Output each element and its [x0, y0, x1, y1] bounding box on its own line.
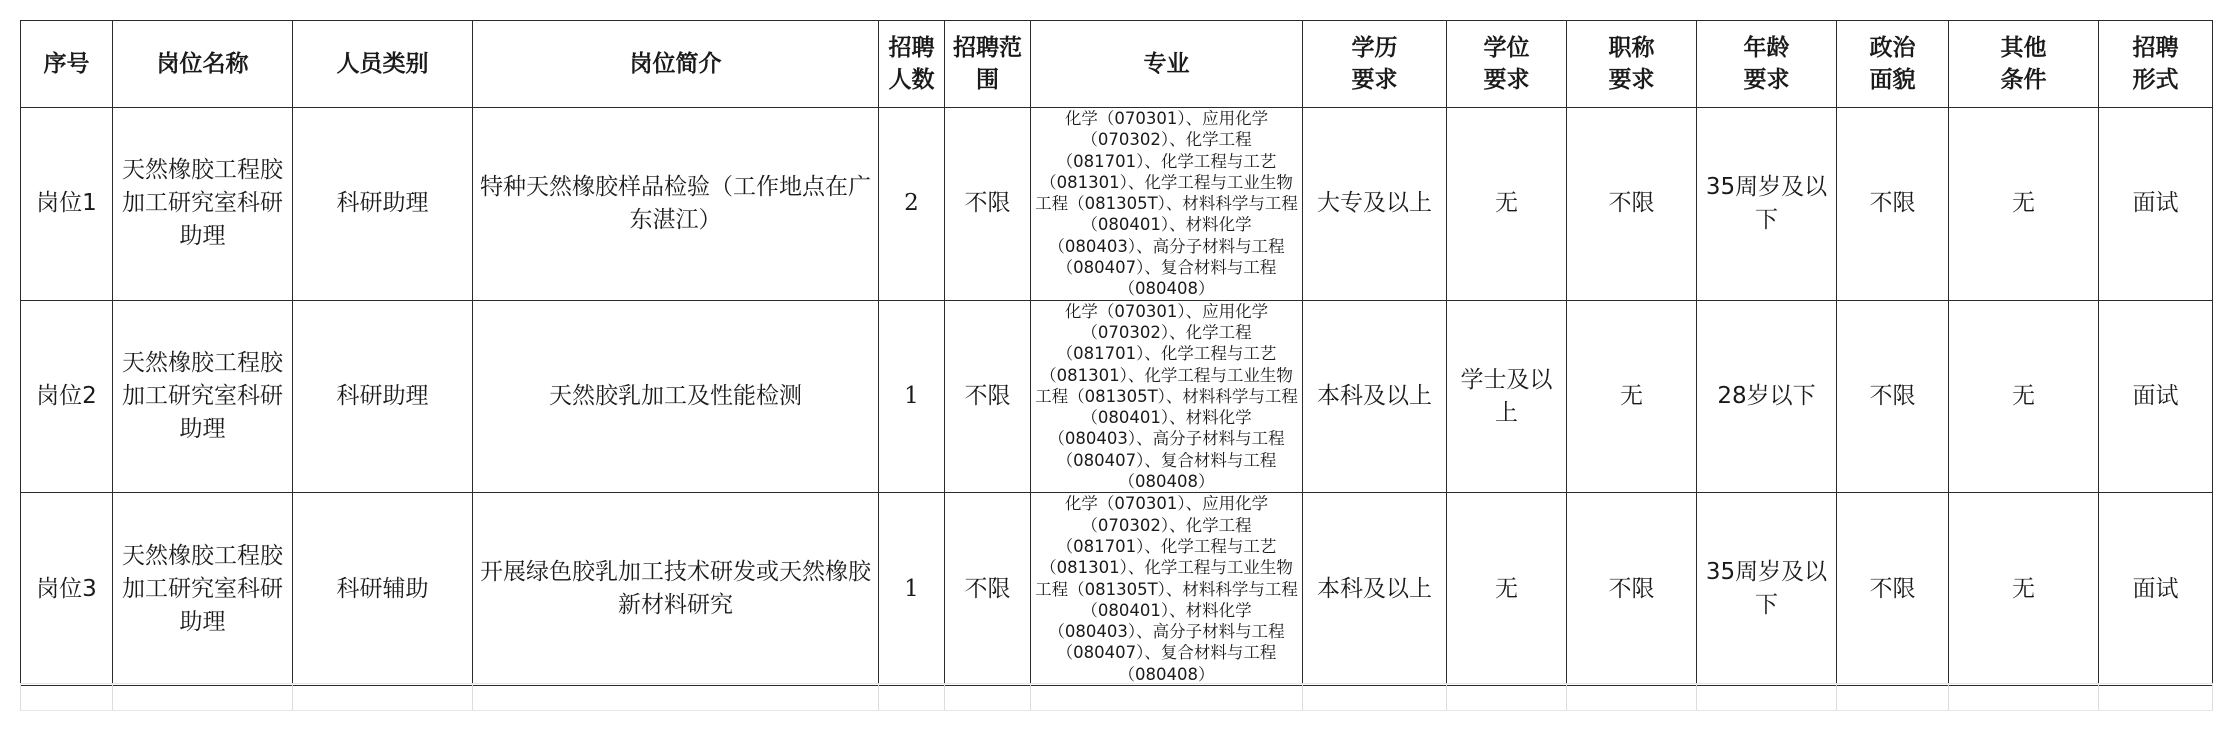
cell-category: 科研辅助	[293, 493, 473, 686]
empty-cell	[1447, 684, 1567, 711]
empty-cell	[1031, 684, 1303, 711]
header-cell-title-req: 职称 要求	[1567, 21, 1697, 108]
cell-other: 无	[1949, 108, 2099, 301]
header-cell-political: 政治 面貌	[1837, 21, 1949, 108]
empty-cell	[1697, 684, 1837, 711]
cell-other: 无	[1949, 300, 2099, 493]
header-cell-age: 年龄 要求	[1697, 21, 1837, 108]
cell-scope: 不限	[945, 493, 1031, 686]
header-row	[21, 21, 2213, 108]
empty-cell	[21, 684, 113, 711]
cell-other: 无	[1949, 493, 2099, 686]
header-cell-category: 人员类别	[293, 21, 473, 108]
table-row	[21, 108, 2213, 301]
table-row	[21, 300, 2213, 493]
header-cell-major: 专业	[1031, 21, 1303, 108]
cell-age: 28岁以下	[1697, 300, 1837, 493]
table-row	[21, 493, 2213, 686]
cell-description: 特种天然橡胶样品检验（工作地点在广东湛江）	[473, 108, 879, 301]
empty-cell	[473, 684, 879, 711]
cell-education: 本科及以上	[1303, 300, 1447, 493]
empty-gridline-row	[20, 683, 2213, 711]
cell-count: 1	[879, 493, 945, 686]
cell-form: 面试	[2099, 300, 2213, 493]
cell-count: 1	[879, 300, 945, 493]
cell-post-name: 天然橡胶工程胶加工研究室科研助理	[113, 493, 293, 686]
cell-scope: 不限	[945, 300, 1031, 493]
header-cell-education: 学历 要求	[1303, 21, 1447, 108]
cell-form: 面试	[2099, 108, 2213, 301]
header-cell-seq: 序号	[21, 21, 113, 108]
cell-political: 不限	[1837, 300, 1949, 493]
cell-political: 不限	[1837, 108, 1949, 301]
header-cell-form: 招聘 形式	[2099, 21, 2213, 108]
cell-title-req: 无	[1567, 300, 1697, 493]
cell-scope: 不限	[945, 108, 1031, 301]
cell-post-name: 天然橡胶工程胶加工研究室科研助理	[113, 300, 293, 493]
cell-category: 科研助理	[293, 108, 473, 301]
cell-major: 化学（070301）、应用化学（070302）、化学工程（081701）、化学工程与工艺（081301）、化学工程与工业生物工程（081305T）、材料科学与工程（080401）、材料化学（080403）、高分子材料与工程（080407）、复合材料与工程（080408）	[1031, 108, 1303, 301]
empty-cell	[113, 684, 293, 711]
empty-cell	[2099, 684, 2213, 711]
cell-degree: 无	[1447, 108, 1567, 301]
cell-education: 大专及以上	[1303, 108, 1447, 301]
cell-degree: 无	[1447, 493, 1567, 686]
header-cell-count: 招聘 人数	[879, 21, 945, 108]
empty-cell	[293, 684, 473, 711]
cell-post-name: 天然橡胶工程胶加工研究室科研助理	[113, 108, 293, 301]
cell-id: 岗位2	[21, 300, 113, 493]
cell-major: 化学（070301）、应用化学（070302）、化学工程（081701）、化学工程与工艺（081301）、化学工程与工业生物工程（081305T）、材料科学与工程（080401）、材料化学（080403）、高分子材料与工程（080407）、复合材料与工程（080408）	[1031, 300, 1303, 493]
cell-age: 35周岁及以下	[1697, 108, 1837, 301]
header-cell-scope: 招聘范 围	[945, 21, 1031, 108]
cell-title-req: 不限	[1567, 108, 1697, 301]
cell-count: 2	[879, 108, 945, 301]
cell-form: 面试	[2099, 493, 2213, 686]
header-cell-description: 岗位简介	[473, 21, 879, 108]
empty-row	[21, 684, 2213, 711]
empty-cell	[1567, 684, 1697, 711]
header-cell-other: 其他 条件	[1949, 21, 2099, 108]
cell-id: 岗位1	[21, 108, 113, 301]
cell-degree: 学士及以上	[1447, 300, 1567, 493]
recruitment-table	[20, 20, 2213, 686]
cell-description: 开展绿色胶乳加工技术研发或天然橡胶新材料研究	[473, 493, 879, 686]
cell-political: 不限	[1837, 493, 1949, 686]
cell-education: 本科及以上	[1303, 493, 1447, 686]
empty-cell	[1949, 684, 2099, 711]
empty-cell	[1837, 684, 1949, 711]
empty-cell	[1303, 684, 1447, 711]
cell-age: 35周岁及以下	[1697, 493, 1837, 686]
cell-title-req: 不限	[1567, 493, 1697, 686]
cell-major: 化学（070301）、应用化学（070302）、化学工程（081701）、化学工程与工艺（081301）、化学工程与工业生物工程（081305T）、材料科学与工程（080401）、材料化学（080403）、高分子材料与工程（080407）、复合材料与工程（080408）	[1031, 493, 1303, 686]
cell-id: 岗位3	[21, 493, 113, 686]
cell-category: 科研助理	[293, 300, 473, 493]
cell-description: 天然胶乳加工及性能检测	[473, 300, 879, 493]
header-cell-post-name: 岗位名称	[113, 21, 293, 108]
header-cell-degree: 学位 要求	[1447, 21, 1567, 108]
empty-cell	[945, 684, 1031, 711]
empty-cell	[879, 684, 945, 711]
